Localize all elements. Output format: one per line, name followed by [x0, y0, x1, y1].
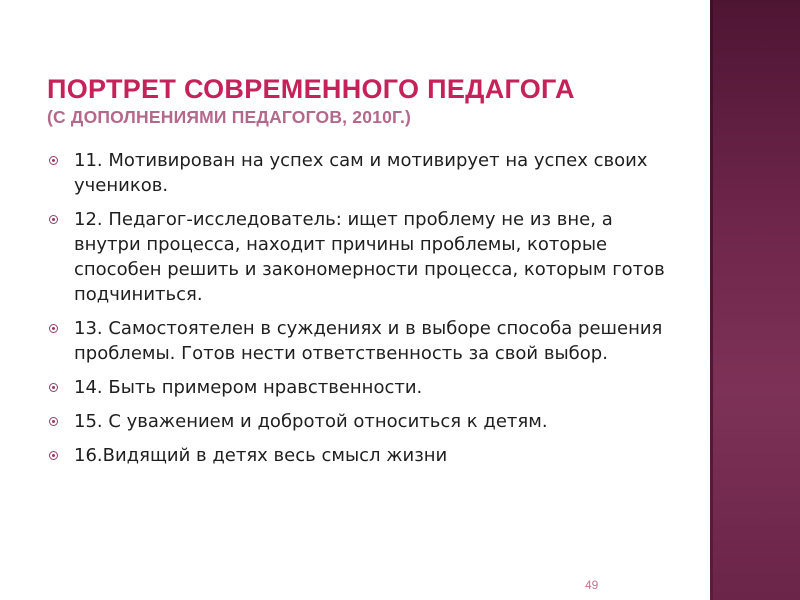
bullet-list: [45, 148, 675, 477]
side-bar-edge: [710, 0, 713, 600]
list-item-text: 13. Самостоятелен в суждениях и в выборе способа решения проблемы. Готов нести ответственность за свой выбор.: [74, 318, 663, 364]
list-item-text: 14. Быть примером нравственности.: [74, 377, 423, 398]
list-item: [45, 409, 675, 434]
list-item: [45, 207, 675, 307]
list-item-text: 12. Педагог-исследователь: ищет проблему не из вне, а внутри процесса, находит причины проблемы, которые способен решить и закономерности процесса, которым готов подчиниться.: [74, 209, 665, 305]
list-item-text: 15. С уважением и добротой относиться к детям.: [74, 411, 548, 432]
circle-dot-bullet-icon: [49, 383, 58, 392]
circle-dot-bullet-icon: [49, 451, 58, 460]
decorative-side-bar: [710, 0, 800, 600]
circle-dot-bullet-icon: [49, 417, 58, 426]
slide-subtitle: (С ДОПОЛНЕНИЯМИ ПЕДАГОГОВ, 2010Г.): [47, 107, 412, 127]
list-item-text: 16.Видящий в детях весь смысл жизни: [74, 445, 448, 466]
circle-dot-bullet-icon: [49, 156, 58, 165]
slide-title: ПОРТРЕТ СОВРЕМЕННОГО ПЕДАГОГА: [47, 74, 575, 104]
list-item-text: 11. Мотивирован на успех сам и мотивирует на успех своих учеников.: [74, 150, 648, 196]
list-item: [45, 375, 675, 400]
list-item: [45, 148, 675, 198]
circle-dot-bullet-icon: [49, 324, 58, 333]
circle-dot-bullet-icon: [49, 215, 58, 224]
list-item: [45, 316, 675, 366]
list-item: [45, 443, 675, 468]
page-number: 49: [585, 578, 599, 592]
